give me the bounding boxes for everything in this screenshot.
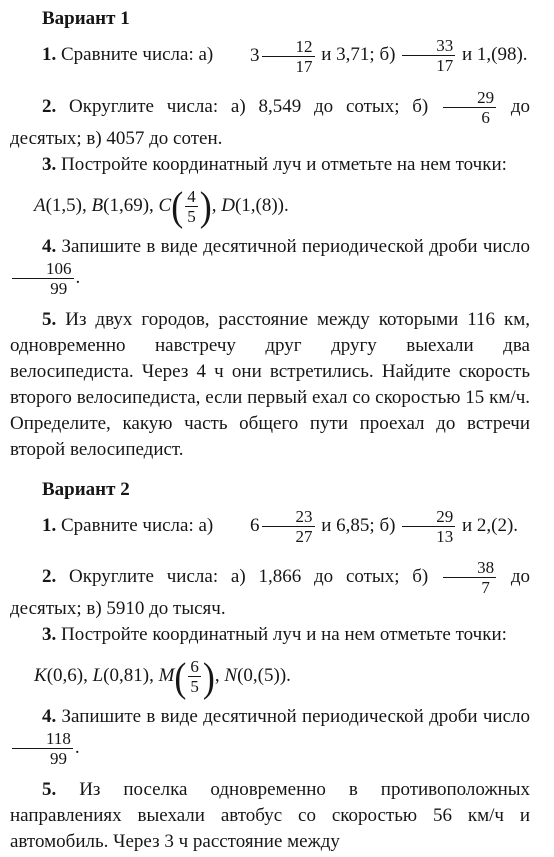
denominator: 13 xyxy=(436,526,454,546)
task-text: и 1,(98). xyxy=(461,44,528,65)
v2-task-5 xyxy=(10,777,530,855)
denominator: 5 xyxy=(190,677,199,697)
task-number: 2. xyxy=(42,566,57,588)
whole-part: 6 xyxy=(250,515,260,537)
task-text: . xyxy=(74,737,80,759)
v2-points-list: K(0,6), L(0,81), M( $\frac{6}{5}$ ), N(0,(5)). xyxy=(34,653,291,700)
fraction xyxy=(185,188,198,225)
whole-part: 3 xyxy=(250,44,260,66)
task-number: 4. xyxy=(42,706,57,728)
variant-2-title: Вариант 2 xyxy=(42,478,130,500)
v1-task-2 xyxy=(10,89,530,152)
denominator: 99 xyxy=(49,749,67,769)
task-number: 4. xyxy=(42,235,57,257)
v1-task-4 xyxy=(10,234,530,297)
point-value: (1,5), xyxy=(45,194,87,216)
point-value: (1,(8)). xyxy=(234,194,289,216)
fraction xyxy=(262,508,315,545)
mixed-number xyxy=(218,33,317,79)
point-label: D xyxy=(221,194,235,216)
v1-task-1 xyxy=(10,32,530,79)
task-text: Постройте координатный луч и отметьте на нем точки: xyxy=(61,153,507,175)
task-number: 1. xyxy=(42,514,57,536)
task-number: 3. xyxy=(42,624,57,646)
denominator: 6 xyxy=(481,107,490,127)
point-label: M xyxy=(158,665,175,687)
fraction xyxy=(402,508,455,545)
task-text: Из поселка одновременно в противоположных направлениях выехали автобус со скоростью 56 км/ч и автомобиль. Через 3 ч расстояние между xyxy=(10,779,530,853)
point-value: (0,81), xyxy=(103,665,154,687)
fraction xyxy=(443,89,496,126)
point-label: A xyxy=(34,194,46,216)
denominator: 7 xyxy=(481,578,490,598)
point-label: N xyxy=(224,665,238,687)
point-label: B xyxy=(91,194,104,216)
v2-task-3 xyxy=(10,622,530,648)
fraction xyxy=(12,730,73,767)
variant-1-title: Вариант 1 xyxy=(42,8,130,29)
task-text: до десятых; в) 4057 до сотен. xyxy=(10,95,531,149)
numerator: 6 xyxy=(190,657,199,677)
fraction xyxy=(12,260,74,297)
numerator: 12 xyxy=(262,38,315,57)
task-text: Запишите в виде десятичной периодической дроби число xyxy=(61,706,530,728)
task-text: Постройте координатный луч и на нем отметьте точки: xyxy=(61,624,507,646)
fraction xyxy=(443,559,496,596)
task-text: и 3,71; б) xyxy=(321,44,396,65)
point-label: K xyxy=(34,665,47,687)
task-number: 1. xyxy=(42,44,57,65)
task-text: Из двух городов, расстояние между которыми 116 км, одновременно навстречу друг другу выехали два велосипедиста. Через 4 ч они встретились. Найдите скорость второго велосипедиста, если первый ехал со скоростью 15 км/ч. Определите, какую часть общего пути проехал до встречи второй велосипедист. xyxy=(10,308,531,460)
task-text: . xyxy=(75,266,81,288)
numerator: 29 xyxy=(443,89,496,108)
numerator: 118 xyxy=(12,730,73,749)
v1-task-3 xyxy=(10,152,530,178)
denominator: 5 xyxy=(187,206,196,226)
denominator: 99 xyxy=(50,278,68,298)
denominator: 17 xyxy=(295,56,313,76)
point-value: (0,(5)). xyxy=(237,665,291,687)
numerator: 38 xyxy=(443,559,496,578)
denominator: 27 xyxy=(295,527,313,547)
numerator: 106 xyxy=(12,260,74,279)
task-text: Сравните числа: а) xyxy=(61,514,214,536)
numerator: 23 xyxy=(262,508,315,527)
v2-task-2 xyxy=(10,559,530,622)
task-number: 5. xyxy=(42,779,57,801)
fraction xyxy=(402,37,455,74)
fraction xyxy=(262,38,315,75)
numerator: 4 xyxy=(187,186,196,206)
task-text: Сравните числа: а) xyxy=(61,44,214,65)
point-label: C xyxy=(158,194,172,216)
numerator: 29 xyxy=(402,508,455,527)
v2-task-1 xyxy=(10,503,530,550)
task-text: и 2,(2). xyxy=(461,514,519,536)
denominator: 17 xyxy=(436,56,454,76)
task-text: Округлите числа: а) 8,549 до сотых; б) xyxy=(69,95,429,117)
task-number: 2. xyxy=(42,95,57,117)
task-number: 3. xyxy=(42,153,57,175)
fraction xyxy=(188,658,201,695)
point-value: (1,69), xyxy=(103,194,154,216)
v1-points-list: A(1,5), B(1,69), C( $\frac{4}{5}$ ), D(1,(8)). xyxy=(34,183,289,230)
task-text: Округлите числа: а) 1,866 до сотых; б) xyxy=(69,566,429,588)
point-label: L xyxy=(92,665,104,687)
mixed-number xyxy=(218,503,317,549)
numerator: 33 xyxy=(402,37,455,56)
task-text: и 6,85; б) xyxy=(321,514,396,536)
point-value: , xyxy=(211,194,217,216)
task-text: до десятых; в) 5910 до тысяч. xyxy=(10,566,531,620)
v2-task-4 xyxy=(10,704,530,767)
point-value: , xyxy=(214,665,220,687)
v1-task-5 xyxy=(10,307,530,463)
point-value: (0,6), xyxy=(46,665,88,687)
task-text: Запишите в виде десятичной периодической дроби число xyxy=(61,235,530,257)
task-number: 5. xyxy=(42,308,57,330)
